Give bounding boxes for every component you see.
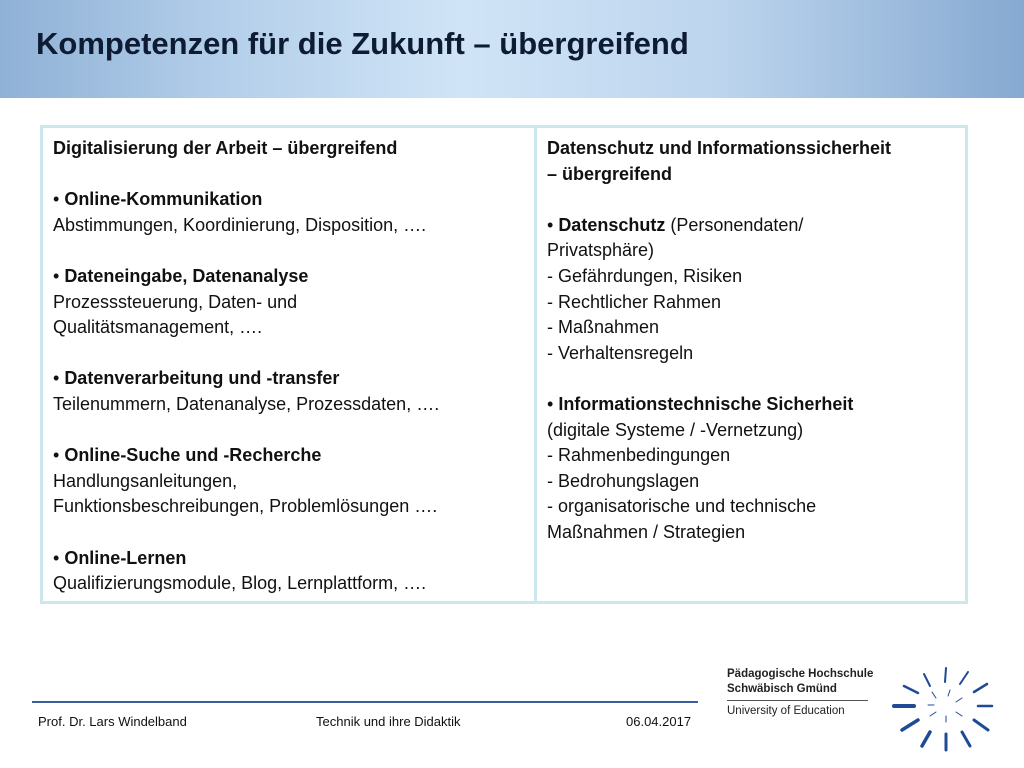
list-item-text: Qualifizierungsmodule, Blog, Lernplattform, ….: [53, 573, 427, 594]
list-item-text: Prozesssteuerung, Daten- und: [53, 291, 298, 312]
list-item-text: - organisatorische und technische: [547, 496, 817, 517]
list-item-title: • Informationstechnische Sicherheit: [547, 393, 854, 414]
list-item-text: - Gefährdungen, Risiken: [547, 265, 743, 286]
list-item-text: - Bedrohungslagen: [547, 470, 700, 491]
sunburst-logo-icon: [890, 660, 1000, 755]
list-item-text: Privatsphäre): [547, 240, 655, 261]
right-column-heading-cont: – übergreifend: [547, 163, 673, 184]
list-item-text: Maßnahmen / Strategien: [547, 521, 746, 542]
footer-author: Prof. Dr. Lars Windelband: [38, 714, 187, 729]
logo-line-3: University of Education: [727, 705, 845, 717]
footer-divider: [32, 701, 698, 703]
list-item-title: • Online-Lernen: [53, 547, 187, 568]
list-item-title: • Datenschutz (Personendaten/: [547, 214, 804, 235]
list-item-title: • Online-Suche und -Recherche: [53, 445, 322, 466]
title-banner: [0, 0, 1024, 98]
slide-title: Kompetenzen für die Zukunft – übergreifend: [36, 26, 689, 61]
right-column: [537, 128, 965, 601]
list-item-text: Teilenummern, Datenanalyse, Prozessdaten, ….: [53, 393, 440, 414]
left-column-heading: Digitalisierung der Arbeit – übergreifend: [53, 138, 398, 158]
list-item-title: • Dateneingabe, Datenanalyse: [53, 265, 309, 286]
list-item-text: - Rahmenbedingungen: [547, 445, 731, 466]
logo-divider: [727, 700, 868, 701]
list-item-text: - Rechtlicher Rahmen: [547, 291, 722, 312]
logo-line-1: Pädagogische Hochschule: [727, 668, 874, 680]
list-item-title: • Datenverarbeitung und -transfer: [53, 368, 340, 389]
list-item-text: - Maßnahmen: [547, 317, 660, 338]
logo-line-2: Schwäbisch Gmünd: [727, 683, 837, 695]
list-item-text: - Verhaltensregeln: [547, 342, 694, 363]
list-item-title: • Online-Kommunikation: [53, 189, 263, 210]
list-item-text: Qualitätsmanagement, ….: [53, 317, 263, 338]
list-item-text: Abstimmungen, Koordinierung, Disposition, ….: [53, 214, 427, 235]
right-column-heading: Datenschutz und Informationssicherheit: [547, 138, 892, 158]
left-column: [43, 128, 537, 601]
list-item-text: Handlungsanleitungen,: [53, 470, 238, 491]
list-item-text: Funktionsbeschreibungen, Problemlösungen ….: [53, 496, 438, 517]
list-item-text: (digitale Systeme / -Vernetzung): [547, 419, 804, 440]
footer-date: 06.04.2017: [626, 714, 692, 729]
footer-course: Technik und ihre Didaktik: [316, 714, 461, 729]
content-table: [40, 125, 968, 604]
